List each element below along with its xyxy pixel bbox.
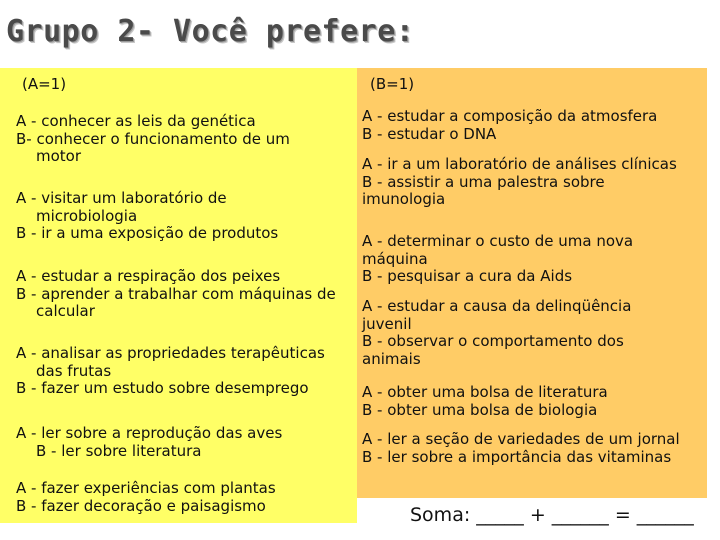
- option-line: B - obter uma bolsa de biologia: [362, 400, 598, 419]
- page-title: Grupo 2- Você prefere:: [6, 14, 415, 49]
- option-line: B - observar o comportamento dos: [362, 332, 624, 350]
- col-a-item-4: [16, 345, 325, 398]
- option-line: B - estudar o DNA: [362, 124, 497, 143]
- option-line: calcular: [36, 302, 95, 320]
- option-line: A - ler sobre a reprodução das aves: [16, 424, 283, 442]
- option-line: máquina: [362, 249, 428, 268]
- option-line: A - determinar o custo de uma nova: [362, 232, 634, 250]
- option-line: animais: [362, 349, 421, 368]
- option-line: A - conhecer as leis da genética: [16, 112, 256, 130]
- option-line: A - analisar as propriedades terapêuticas: [16, 344, 325, 362]
- col-b-item-6: [362, 431, 680, 466]
- option-line: B - fazer um estudo sobre desemprego: [16, 379, 309, 397]
- option-line: microbiologia: [36, 206, 138, 225]
- option-line: B - ler sobre a importância das vitaminas: [362, 447, 672, 466]
- column-b-header: (B=1): [370, 75, 415, 93]
- option-line: B - ir a uma exposição de produtos: [16, 224, 279, 242]
- col-b-item-5: [362, 384, 608, 419]
- option-line: A - estudar a composição da atmosfera: [362, 107, 658, 125]
- option-line: B - aprender a trabalhar com máquinas de: [16, 284, 336, 303]
- col-a-item-2: [16, 190, 278, 243]
- option-line: A - visitar um laboratório de: [16, 189, 227, 207]
- soma-formula: Soma: _____ + ______ = ______: [410, 504, 694, 526]
- option-line: B - pesquisar a cura da Aids: [362, 267, 573, 285]
- col-b-item-3: [362, 233, 633, 286]
- option-line: juvenil: [362, 314, 412, 333]
- option-line: das frutas: [36, 361, 112, 380]
- option-line: A - estudar a causa da delinqüência: [362, 297, 632, 315]
- col-b-item-1: [362, 108, 657, 143]
- col-a-item-6: [16, 480, 276, 515]
- column-a-header: (A=1): [22, 75, 67, 93]
- option-line: B - fazer decoração e paisagismo: [16, 496, 266, 515]
- col-b-item-2: [362, 156, 677, 209]
- option-line: imunologia: [362, 190, 446, 208]
- option-line: motor: [36, 147, 82, 165]
- option-line: B- conhecer o funcionamento de um: [16, 129, 290, 148]
- option-line: A - ir a um laboratório de análises clínicas: [362, 155, 677, 173]
- option-line: A - estudar a respiração dos peixes: [16, 267, 281, 285]
- option-line: B - assistir a uma palestra sobre: [362, 172, 605, 191]
- col-b-item-4: [362, 298, 631, 368]
- col-a-item-5: [16, 425, 282, 460]
- option-line: A - fazer experiências com plantas: [16, 479, 276, 497]
- option-line: A - obter uma bolsa de literatura: [362, 383, 608, 401]
- col-a-item-3: [16, 268, 336, 321]
- col-a-item-1: [16, 113, 290, 166]
- option-line: A - ler a seção de variedades de um jornal: [362, 430, 680, 448]
- option-line: B - ler sobre literatura: [36, 441, 202, 460]
